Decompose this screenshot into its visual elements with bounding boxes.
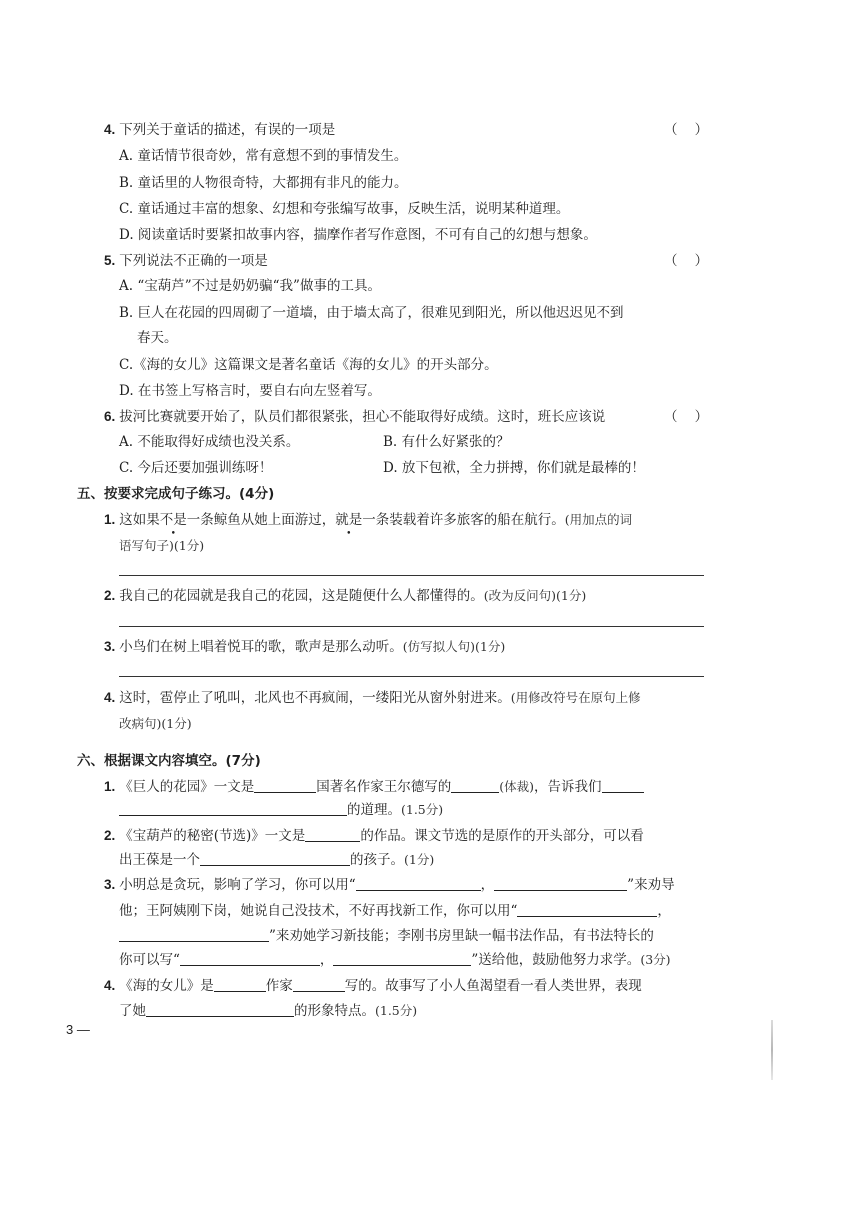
q6-option-b[interactable]: B. 有什么好紧张的？ [383, 434, 510, 450]
q5-number: 5. [104, 253, 116, 268]
s6-q3-blank-3b[interactable] [333, 951, 471, 966]
s6-q3-text-b: ”来劝导 [627, 877, 675, 893]
s6-q2-blank-trait[interactable] [200, 851, 350, 866]
s6-q1-line1 [104, 778, 644, 796]
s6-q1-blank-meaning-a[interactable] [602, 778, 644, 793]
q6-option-c[interactable]: C. 今后还要加强训练呀！ [119, 460, 273, 476]
s5-q2-number: 2. [104, 588, 116, 603]
s6-q1-score: (1.5分) [401, 802, 444, 817]
s6-q3-line3 [119, 927, 654, 945]
s5-q4-instruction-2: 改病句)(1分) [119, 716, 192, 731]
s6-q3-score: (3分) [640, 952, 671, 967]
s6-q1-text-d: 的道理。 [347, 802, 401, 818]
s6-q4-score: (1.5分) [375, 1003, 418, 1018]
s5-q1-dotted-word-2: 就是 [335, 512, 363, 528]
s6-q3-blank-2b[interactable] [119, 927, 269, 942]
s6-q3-text-e: 你可以写“ [119, 952, 180, 968]
s6-q1-text-c: ，告诉我们 [534, 779, 602, 795]
q5-option-b-line1[interactable]: B. 巨人在花园的四周砌了一道墙，由于墙太高了，很难见到阳光，所以他迟迟见不到 [119, 305, 624, 321]
s6-q2-line2 [119, 851, 434, 869]
q4-answer-paren[interactable]: （ ） [664, 122, 709, 138]
s6-q3-blank-2a[interactable] [517, 902, 657, 917]
s6-q1-line2 [119, 801, 443, 819]
q4-option-d[interactable]: D. 阅读童话时要紧扣故事内容，揣摩作者写作意图，不可有自己的幻想与想象。 [119, 227, 597, 243]
s5-q4-line1 [104, 689, 641, 707]
q5-answer-paren[interactable]: （ ） [664, 253, 709, 269]
s6-q4-line1 [104, 977, 642, 995]
s5-q1-line1 [104, 511, 632, 529]
q4-option-b[interactable]: B. 童话里的人物很奇特，大都拥有非凡的能力。 [119, 175, 408, 191]
s6-q2-blank-author[interactable] [305, 827, 360, 842]
s6-q4-line2 [119, 1002, 417, 1020]
q6-option-d[interactable]: D. 放下包袱，全力拼搏，你们就是最棒的！ [383, 460, 645, 476]
s6-q2-text-b: 的作品。课文节选的是原作的开头部分，可以看 [360, 828, 644, 844]
q5-option-c[interactable]: C.《海的女儿》这篇课文是著名童话《海的女儿》的开头部分。 [119, 357, 498, 373]
s5-q1-text-c: 一条装载着许多旅客的船在航行。 [362, 512, 565, 528]
s6-q3-text-d: ”来劝她学习新技能；李刚书房里缺一幅书法作品，有书法特长的 [269, 928, 654, 944]
s5-q1-instruction-1: (用加点的词 [564, 512, 633, 527]
q6-answer-paren[interactable]: （ ） [664, 409, 709, 425]
q5-option-d[interactable]: D. 在书签上写格言时，要自右向左竖着写。 [119, 383, 381, 399]
s6-q2-text-a: 《宝葫芦的秘密(节选)》一文是 [119, 828, 306, 844]
s6-q3-comma-3: ， [319, 952, 334, 968]
s6-q3-line1 [104, 876, 675, 894]
q6-number: 6. [104, 409, 116, 424]
s6-q1-number: 1. [104, 779, 116, 794]
s6-q3-number: 3. [104, 877, 116, 892]
s6-q4-blank-trait[interactable] [146, 1002, 294, 1017]
s6-q2-text-d: 的孩子。 [350, 852, 404, 868]
q4-option-a[interactable]: A. 童话情节很奇妙，常有意想不到的事情发生。 [119, 148, 408, 164]
s6-q2-number: 2. [104, 828, 116, 843]
s6-q4-blank-author[interactable] [293, 977, 345, 992]
s5-q2-instruction: (改为反问句)(1分) [483, 588, 587, 603]
q6-option-a[interactable]: A. 不能取得好成绩也没关系。 [119, 434, 300, 450]
s6-q1-genre-hint: (体裁) [499, 779, 535, 794]
s5-q4-number: 4. [104, 690, 116, 705]
s6-q3-blank-1b[interactable] [494, 876, 627, 891]
s6-q4-text-e: 的形象特点。 [294, 1003, 375, 1019]
scan-artifact [771, 1020, 773, 1080]
s6-q1-blank-country[interactable] [254, 778, 316, 793]
s6-q3-blank-1a[interactable] [356, 876, 481, 891]
q4-number: 4. [104, 122, 116, 137]
s6-q1-text-b: 国著名作家王尔德写的 [316, 779, 452, 795]
s6-q3-text-a: 小明总是贪玩，影响了学习，你可以用“ [119, 877, 356, 893]
s6-q1-blank-genre[interactable] [451, 778, 499, 793]
s6-q4-text-c: 写的。故事写了小人鱼渴望看一看人类世界，表现 [344, 978, 642, 994]
q5-option-b-line2: 春天。 [137, 330, 178, 346]
s5-q2-answer-line[interactable] [119, 626, 704, 627]
s5-q4-instruction-1: (用修改符号在原句上修 [510, 690, 641, 705]
s5-q3-text: 小鸟们在树上唱着悦耳的歌，歌声是那么动听。 [119, 639, 403, 655]
s6-q3-blank-3a[interactable] [180, 951, 320, 966]
s5-q3-number: 3. [104, 639, 116, 654]
q5-text: 下列说法不正确的一项是 [119, 253, 268, 269]
q4-text: 下列关于童话的描述，有误的一项是 [119, 122, 336, 138]
s5-q2-text: 我自己的花园就是我自己的花园，这是随便什么人都懂得的。 [119, 588, 484, 604]
s5-q3-line [104, 638, 505, 656]
s6-q4-number: 4. [104, 978, 116, 993]
q5-stem [104, 252, 268, 270]
s6-q2-score: (1分) [404, 852, 435, 867]
s6-q3-comma-1: ， [480, 877, 495, 893]
s5-q2-line [104, 587, 586, 605]
section-6-title: 六、根据课文内容填空。(7分) [77, 753, 261, 769]
s6-q4-text-b: 作家 [265, 978, 293, 994]
s6-q1-text-a: 《巨人的花园》一文是 [119, 779, 255, 795]
s6-q3-text-f: ”送给他，鼓励他努力求学。 [471, 952, 641, 968]
s5-q1-text-a: 这如果 [119, 512, 160, 528]
s5-q1-text-b: 一条鲸鱼从她上面游过， [186, 512, 336, 528]
s5-q1-instruction-2: 语写句子)(1分) [119, 538, 205, 553]
s5-q4-text[interactable]: 这时，雹停止了吼叫，北风也不再疯闹，一缕阳光从窗外射进来。 [119, 690, 511, 706]
s5-q3-instruction: (仿写拟人句)(1分) [402, 639, 506, 654]
s5-q1-number: 1. [104, 512, 116, 527]
page-number: 3 — [66, 1022, 90, 1037]
s6-q3-line4 [119, 951, 671, 969]
s6-q2-text-c: 出王葆是一个 [119, 852, 200, 868]
q4-stem [104, 121, 335, 139]
section-5-title: 五、按要求完成句子练习。(4分) [77, 486, 275, 502]
q6-text: 拔河比赛就要开始了，队员们都很紧张，担心不能取得好成绩。这时，班长应该说 [119, 409, 606, 425]
q5-option-a[interactable]: A. “宝葫芦”不过是奶奶骗“我”做事的工具。 [119, 278, 381, 294]
s5-q1-answer-line[interactable] [119, 575, 704, 576]
s5-q1-dotted-word-1: 不是 [159, 512, 187, 528]
s6-q3-line2 [119, 902, 671, 920]
s6-q3-text-c: 他；王阿姨刚下岗，她说自己没技术，不好再找新工作，你可以用“ [119, 903, 518, 919]
s6-q4-text-a: 《海的女儿》是 [119, 978, 214, 994]
s6-q3-comma-2: ， [657, 903, 671, 919]
s6-q4-text-d: 了她 [119, 1003, 146, 1019]
s5-q3-answer-line[interactable] [119, 676, 704, 677]
q6-stem [104, 408, 605, 426]
q4-option-c[interactable]: C. 童话通过丰富的想象、幻想和夸张编写故事，反映生活，说明某种道理。 [119, 201, 570, 217]
s6-q1-blank-meaning-b[interactable] [119, 801, 347, 816]
s6-q4-blank-country[interactable] [214, 977, 266, 992]
s6-q2-line1 [104, 827, 644, 845]
